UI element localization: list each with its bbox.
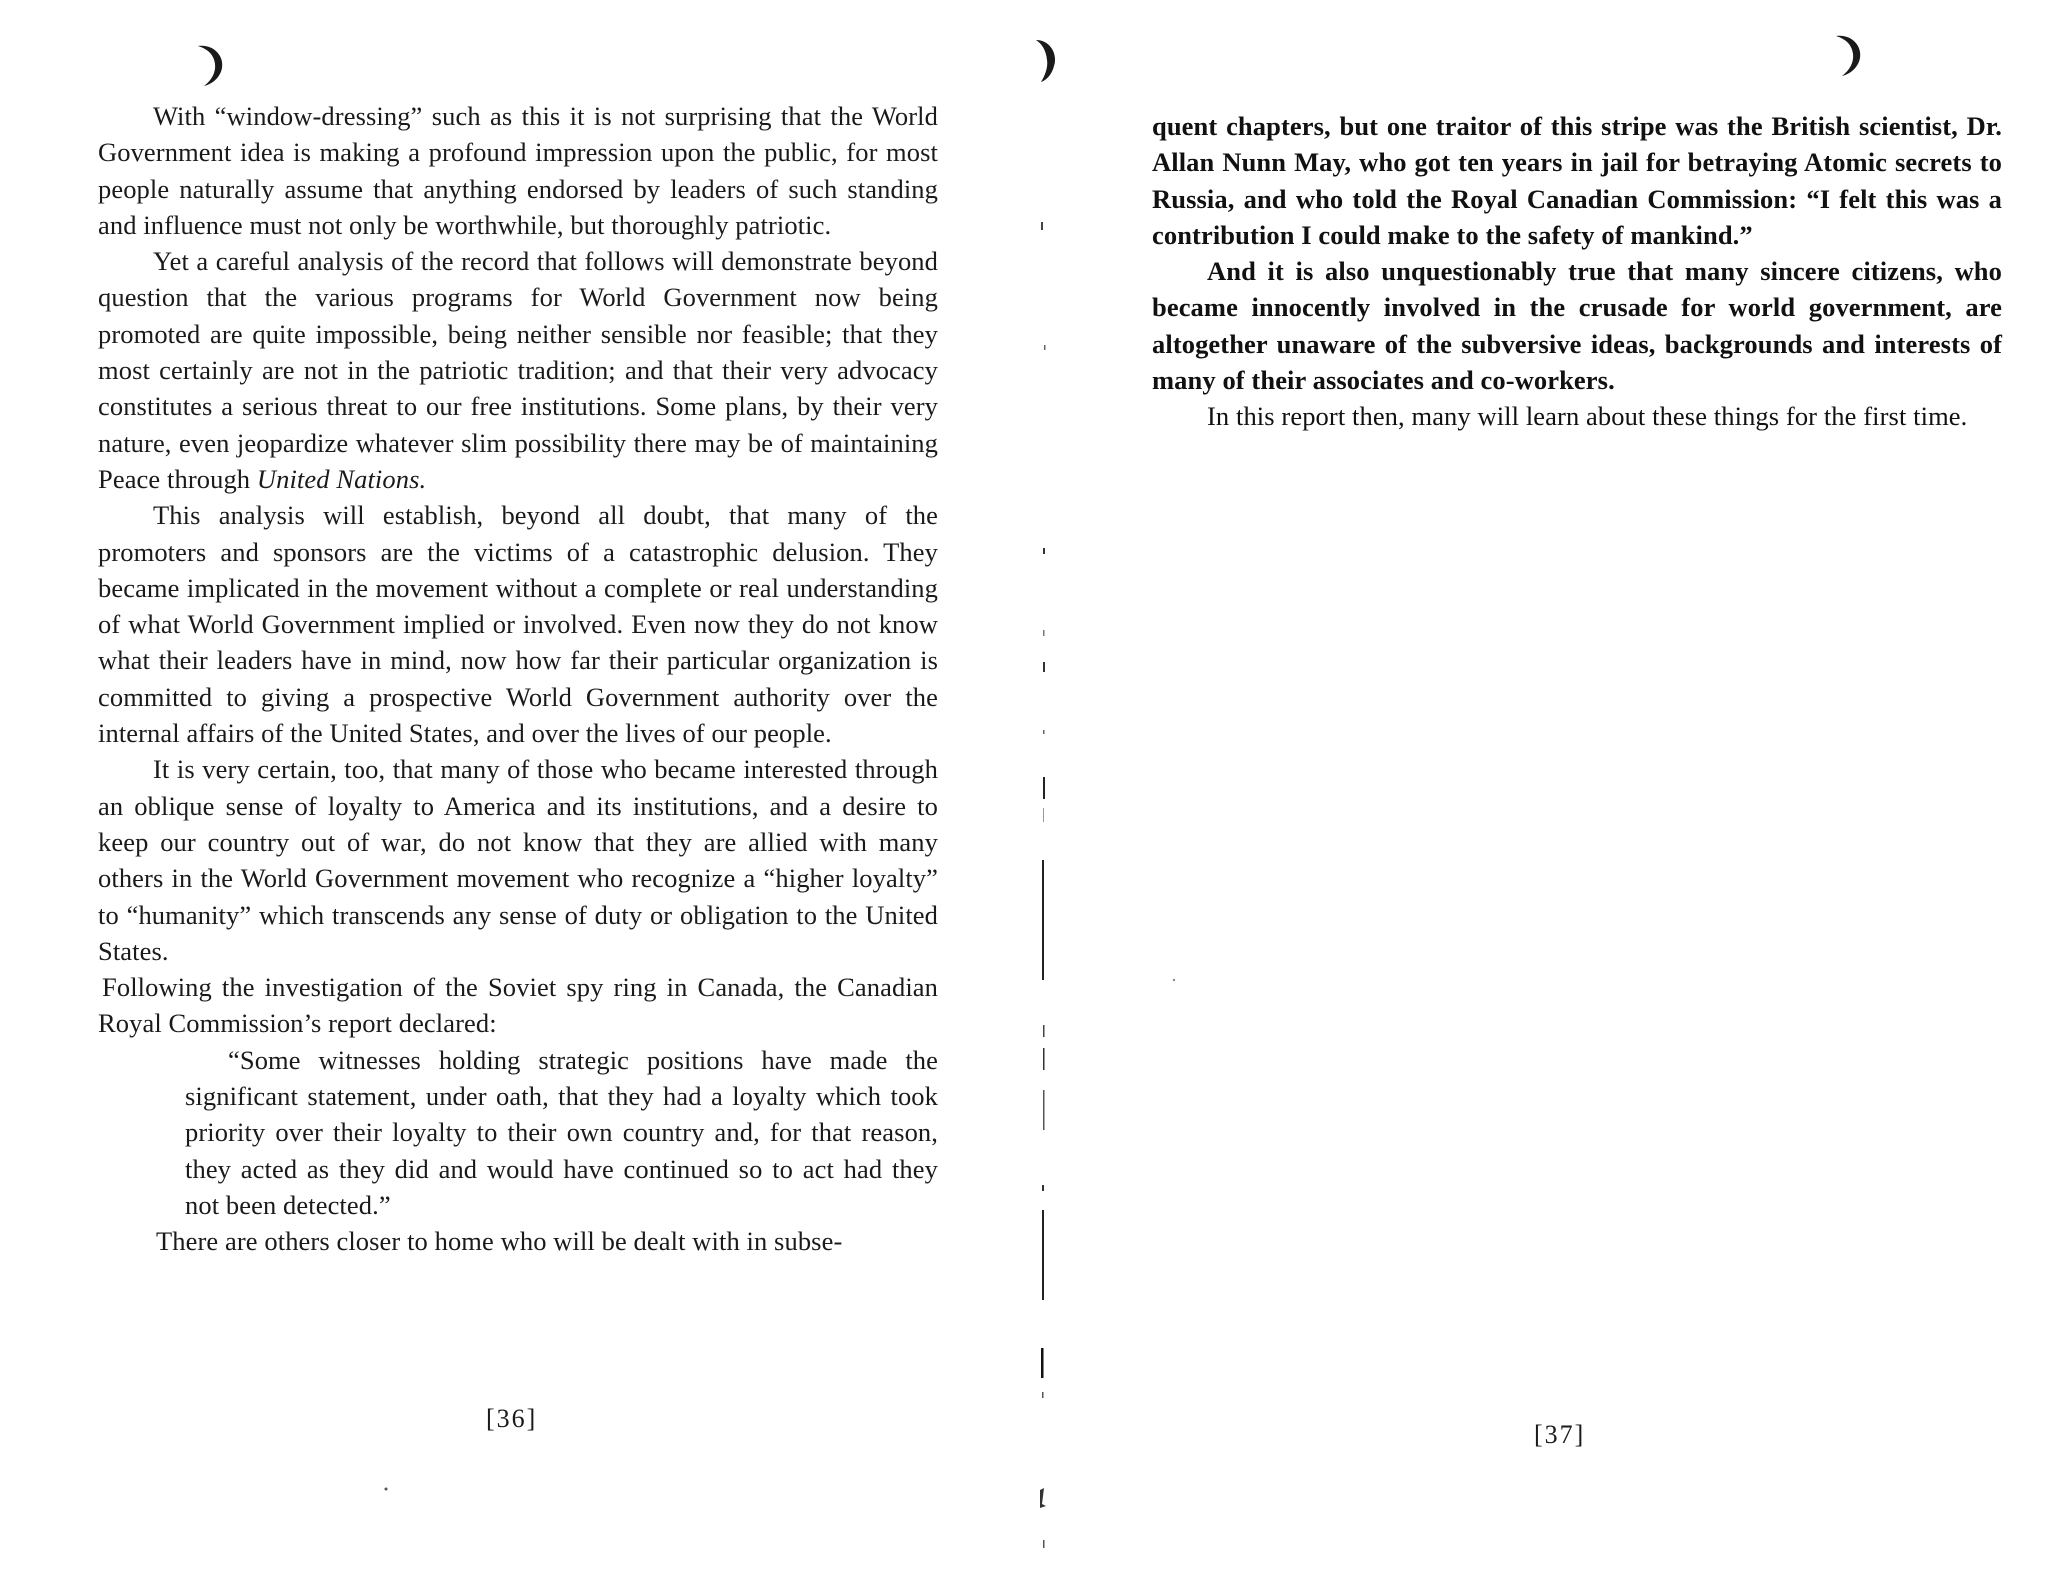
speck-mark — [384, 1487, 388, 1491]
block-quote: “Some witnesses holding strategic positions have made the significant statement, under oath, that they had a loyalty which took priority over their loyalty to their own country and, for that reason, they acted as they did and would have continued so to act had they not been detected.” — [185, 1044, 938, 1220]
paragraph: This analysis will establish, beyond all doubt, that many of the promoters and sponsors are the victims of a catastrophic delusion. They became implicated in the movement without a complete or real understanding of what World Government implied or involved. Even now they do not know what their leaders have in mind, now how far their particular organization is committed to giving a prospective World Government authority over the internal affairs of the United States, and over the lives of our people. — [98, 500, 938, 749]
paragraph: With “window-dressing” such as this it is not surprising that the World Government idea is making a profound impression upon the public, for most people naturally assume that anything endorsed by leaders of such standing and influence must not only be worthwhile, but thoroughly patriotic. — [98, 101, 938, 240]
paragraph: There are others closer to home who will be dealt with in subse- — [156, 1226, 843, 1257]
paragraph — [98, 243, 938, 497]
paragraph: Following the investigation of the Soviet spy ring in Canada, the Canadian Royal Commission’s report declared: — [98, 972, 938, 1039]
page-number: [37] — [1534, 1420, 1586, 1449]
page-number: [36] — [486, 1404, 538, 1433]
paragraph: In this report then, many will learn about these things for the first time. — [1207, 401, 1968, 432]
paragraph: And it is also unquestionably true that many sincere citizens, who became innocently involved in the crusade for world government, are altogether unaware of the subversive ideas, backgrounds and interests of many of their associates and co-workers. — [1152, 256, 2002, 396]
speck-mark — [1172, 978, 1176, 982]
crescent-mark-icon — [1834, 30, 1864, 78]
paragraph-text: Yet a careful analysis of the record that follows will demonstrate beyond question that the various programs for World Government now being promoted are quite impossible, being neither sensible nor feasible; that they most certainly are not in the patriotic tradition; and that their very advocacy constitutes a serious threat to our free institutions. Some plans, by their very nature, even jeopardize whatever slim possibility there may be of maintaining Peace through — [98, 246, 938, 494]
right-page — [1024, 0, 2048, 1578]
paragraph: quent chapters, but one traitor of this stripe was the British scientist, Dr. Allan Nunn May, who got ten years in jail for betraying Atomic secrets to Russia, and who told the Royal Canadian Commission: “I felt this was a contribution I could make to the safety of mankind.” — [1152, 111, 2002, 250]
paragraph: It is very certain, too, that many of those who became interested through an oblique sense of loyalty to America and its institutions, and a desire to keep our country out of war, do not know that they are allied with many others in the World Government movement who recognize a “higher loyalty” to “humanity” which transcends any sense of duty or obligation to the United States. — [98, 754, 938, 966]
right-page-text — [1152, 108, 2002, 435]
left-page-text — [98, 98, 938, 1260]
emphasis-text: United Nations. — [256, 463, 427, 494]
crescent-mark-icon — [196, 40, 226, 88]
